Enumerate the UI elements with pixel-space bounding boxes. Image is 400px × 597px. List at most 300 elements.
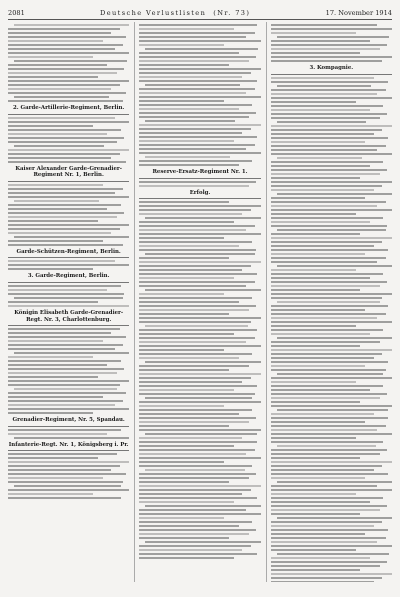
text-line — [139, 405, 224, 407]
text-line — [8, 465, 120, 467]
text-line — [8, 392, 126, 394]
text-line — [8, 204, 121, 206]
text-line — [8, 216, 117, 218]
text-line — [271, 169, 387, 171]
text-line — [8, 88, 111, 90]
text-line — [8, 469, 111, 471]
title-text: Deutsche Verlustlisten — [100, 9, 207, 17]
text-line — [139, 225, 254, 227]
text-line — [8, 184, 103, 186]
issue-number: (Nr. 73) — [213, 9, 251, 17]
text-line — [139, 393, 254, 395]
text-line — [271, 461, 392, 463]
text-line — [271, 557, 370, 559]
text-line — [271, 561, 387, 563]
text-line — [145, 84, 240, 86]
text-line — [139, 201, 229, 203]
text-line — [139, 221, 234, 223]
text-line — [271, 289, 361, 291]
text-line — [271, 545, 392, 547]
text-line — [139, 557, 234, 559]
text-line — [8, 196, 129, 198]
text-line — [271, 485, 378, 487]
text-line — [271, 317, 378, 319]
text-line — [8, 157, 111, 159]
text-line — [145, 433, 257, 435]
text-line — [139, 489, 251, 491]
text-line — [271, 225, 387, 227]
section-rule — [8, 257, 129, 258]
text-line — [277, 409, 389, 411]
text-line — [8, 473, 126, 475]
section-rule — [8, 426, 129, 427]
text-line — [277, 85, 372, 87]
text-line — [271, 253, 366, 255]
text-line — [8, 161, 126, 163]
text-line — [139, 36, 246, 38]
text-line — [277, 157, 362, 159]
section-heading: Reserve-Ersatz-Regiment Nr. 1. — [152, 169, 248, 175]
text-line — [8, 489, 129, 491]
text-line — [139, 309, 248, 311]
text-line — [8, 133, 107, 135]
text-line — [139, 329, 257, 331]
text-line — [8, 429, 121, 431]
text-line — [8, 289, 107, 291]
text-line — [271, 357, 374, 359]
text-line — [277, 481, 392, 483]
text-line — [8, 44, 123, 46]
text-line — [8, 433, 107, 435]
text-line — [271, 189, 374, 191]
text-line — [271, 433, 392, 435]
text-line — [139, 72, 251, 74]
text-line — [14, 200, 99, 202]
text-line — [139, 425, 229, 427]
section-rule — [271, 74, 392, 75]
text-line — [8, 285, 121, 287]
text-line — [271, 405, 392, 407]
text-line — [8, 224, 129, 226]
text-line — [277, 553, 390, 555]
text-line — [8, 376, 98, 378]
text-line — [271, 473, 389, 475]
text-line — [139, 317, 260, 319]
text-line — [139, 56, 255, 58]
text-line — [139, 533, 248, 535]
text-line — [139, 209, 251, 211]
text-line — [8, 264, 129, 266]
text-line — [8, 301, 98, 303]
text-line — [271, 105, 384, 107]
text-line — [271, 32, 356, 34]
text-line — [277, 373, 384, 375]
text-line — [139, 509, 246, 511]
text-line — [271, 221, 370, 223]
text-line — [139, 461, 224, 463]
text-line — [139, 473, 255, 475]
page-number: 2081 — [8, 9, 25, 17]
text-line — [271, 353, 383, 355]
text-line — [139, 40, 260, 42]
text-line — [271, 549, 356, 551]
text-line — [139, 68, 260, 70]
text-line — [271, 321, 392, 323]
text-line — [145, 253, 254, 255]
text-line — [277, 229, 386, 231]
text-line — [8, 208, 107, 210]
text-line — [8, 40, 103, 42]
text-line — [139, 60, 248, 62]
text-line — [139, 269, 242, 271]
text-line — [8, 380, 129, 382]
text-line — [139, 441, 257, 443]
text-line — [8, 36, 126, 38]
text-line — [8, 125, 93, 127]
text-line — [271, 489, 392, 491]
text-line — [139, 185, 248, 187]
text-line — [139, 421, 248, 423]
text-line — [271, 257, 386, 259]
text-line — [139, 385, 257, 387]
text-line — [139, 481, 229, 483]
text-line — [8, 477, 103, 479]
text-line — [139, 341, 246, 343]
text-line — [139, 241, 252, 243]
text-line — [271, 237, 392, 239]
text-line — [271, 97, 392, 99]
section-heading: Erfolg. — [189, 189, 211, 196]
text-line — [139, 245, 238, 247]
text-line — [8, 117, 115, 119]
text-line — [271, 509, 380, 511]
text-line — [271, 521, 383, 523]
text-line — [271, 213, 356, 215]
text-line — [139, 553, 257, 555]
text-line — [271, 525, 374, 527]
text-line — [271, 185, 383, 187]
text-line — [8, 56, 93, 58]
section-heading: Infanterie-Regt. Nr. 1, Königsberg i. Pr. — [8, 441, 129, 448]
text-line — [8, 68, 124, 70]
text-line — [139, 301, 238, 303]
text-line — [8, 228, 120, 230]
column-3 — [266, 22, 392, 582]
text-line — [8, 92, 126, 94]
text-line — [139, 108, 238, 110]
text-line — [8, 52, 129, 54]
text-line — [271, 541, 378, 543]
text-line — [139, 64, 229, 66]
text-line — [8, 360, 121, 362]
text-line — [271, 89, 386, 91]
text-line — [271, 28, 392, 30]
text-line — [271, 565, 380, 567]
text-line — [139, 413, 238, 415]
text-columns — [8, 22, 392, 582]
text-line — [271, 397, 380, 399]
text-line — [8, 129, 121, 131]
text-line — [8, 268, 93, 270]
text-line — [8, 348, 115, 350]
text-line — [139, 233, 260, 235]
text-line — [271, 529, 389, 531]
text-line — [271, 385, 384, 387]
text-line — [139, 377, 251, 379]
text-line — [8, 72, 117, 74]
text-line — [271, 309, 366, 311]
text-line — [8, 76, 98, 78]
text-line — [139, 80, 257, 82]
text-line — [139, 525, 238, 527]
text-line — [8, 293, 124, 295]
text-line — [271, 441, 384, 443]
text-line — [139, 501, 234, 503]
text-line — [8, 84, 120, 86]
text-line — [271, 457, 361, 459]
publication-title — [100, 9, 250, 17]
text-line — [139, 333, 234, 335]
text-line — [271, 421, 366, 423]
text-line — [145, 325, 248, 327]
text-line — [271, 413, 374, 415]
text-line — [139, 144, 254, 146]
text-line — [14, 24, 129, 26]
text-line — [8, 121, 129, 123]
text-line — [271, 333, 370, 335]
text-line — [271, 449, 387, 451]
text-line — [8, 212, 124, 214]
text-line — [271, 277, 370, 279]
text-line — [271, 465, 383, 467]
text-line — [271, 181, 392, 183]
text-line — [139, 124, 260, 126]
text-line — [139, 305, 255, 307]
text-line — [139, 297, 252, 299]
text-line — [8, 100, 123, 102]
text-line — [139, 401, 260, 403]
text-line — [277, 445, 376, 447]
text-line — [139, 537, 229, 539]
text-line — [8, 64, 107, 66]
text-line — [139, 277, 234, 279]
text-line — [8, 328, 120, 330]
text-line — [271, 341, 380, 343]
text-line — [139, 24, 257, 26]
text-line — [271, 393, 387, 395]
text-line — [8, 493, 93, 495]
text-line — [139, 429, 260, 431]
section-heading: Kaiser Alexander Garde-Grenadier-Regiment Nr. 1, Berlin. — [15, 165, 122, 179]
text-line — [8, 412, 93, 414]
text-line — [271, 217, 384, 219]
text-line — [271, 101, 356, 103]
section-rule — [8, 282, 129, 283]
column-2 — [134, 22, 260, 582]
text-line — [139, 249, 255, 251]
text-line — [139, 409, 252, 411]
text-line — [8, 453, 117, 455]
text-line — [271, 501, 370, 503]
text-line — [271, 205, 378, 207]
section-rule — [139, 198, 260, 199]
text-line — [139, 28, 234, 30]
text-line — [271, 261, 378, 263]
text-line — [277, 301, 380, 303]
section-rule — [8, 325, 129, 326]
text-line — [139, 237, 224, 239]
text-line — [139, 273, 257, 275]
text-line — [14, 60, 127, 62]
text-line — [139, 389, 234, 391]
text-line — [139, 92, 246, 94]
text-line — [139, 52, 238, 54]
text-line — [271, 24, 378, 26]
text-line — [145, 156, 230, 158]
text-line — [271, 389, 370, 391]
text-line — [14, 388, 117, 390]
text-line — [271, 44, 387, 46]
text-line — [271, 401, 361, 403]
text-line — [139, 545, 251, 547]
text-line — [271, 417, 389, 419]
text-line — [139, 513, 260, 515]
text-line — [277, 337, 392, 339]
text-line — [8, 332, 111, 334]
text-line — [139, 517, 224, 519]
text-line — [139, 345, 260, 347]
text-line — [8, 404, 115, 406]
page-header — [8, 9, 392, 20]
text-line — [271, 241, 383, 243]
text-line — [139, 160, 252, 162]
text-line — [139, 485, 260, 487]
text-line — [8, 32, 111, 34]
text-line — [271, 161, 384, 163]
text-line — [139, 96, 260, 98]
text-line — [139, 437, 242, 439]
text-line — [271, 329, 384, 331]
text-line — [8, 153, 120, 155]
text-line — [271, 577, 383, 579]
text-line — [8, 149, 129, 151]
text-line — [139, 152, 260, 154]
section-heading: 3. Garde-Regiment, Berlin. — [27, 273, 110, 280]
section-rule — [8, 114, 129, 115]
text-line — [271, 453, 380, 455]
text-line — [139, 164, 238, 166]
text-line — [271, 93, 378, 95]
text-line — [139, 128, 251, 130]
text-line — [271, 345, 361, 347]
text-line — [139, 529, 255, 531]
text-line — [8, 368, 124, 370]
text-line — [271, 325, 356, 327]
text-line — [139, 112, 255, 114]
text-line — [8, 232, 111, 234]
text-line — [139, 132, 242, 134]
text-line — [139, 257, 229, 259]
text-line — [271, 377, 392, 379]
text-line — [271, 233, 361, 235]
text-line — [139, 100, 224, 102]
section-heading: Garde-Schützen-Regiment, Berlin. — [16, 248, 121, 255]
text-line — [14, 96, 109, 98]
text-line — [8, 408, 129, 410]
text-line — [145, 120, 235, 122]
text-line — [8, 244, 123, 246]
text-line — [8, 80, 129, 82]
text-line — [8, 188, 123, 190]
text-line — [271, 269, 356, 271]
text-line — [271, 48, 380, 50]
text-line — [8, 356, 93, 358]
text-line — [271, 361, 389, 363]
text-line — [139, 497, 257, 499]
text-line — [271, 581, 374, 582]
section-rule — [139, 178, 260, 179]
text-line — [139, 44, 224, 46]
text-line — [271, 513, 361, 515]
text-line — [8, 305, 129, 307]
text-line — [8, 137, 124, 139]
text-line — [271, 285, 380, 287]
text-line — [8, 344, 123, 346]
text-line — [271, 493, 356, 495]
text-line — [271, 129, 383, 131]
text-line — [139, 465, 252, 467]
text-line — [271, 145, 386, 147]
text-line — [8, 372, 117, 374]
text-line — [139, 265, 251, 267]
text-line — [8, 481, 123, 483]
text-line — [271, 117, 380, 119]
text-line — [8, 240, 103, 242]
text-line — [271, 81, 389, 83]
text-line — [277, 517, 392, 519]
text-line — [139, 365, 248, 367]
text-line — [271, 281, 387, 283]
text-line — [139, 549, 242, 551]
text-line — [145, 361, 260, 363]
text-line — [139, 445, 234, 447]
text-line — [271, 125, 392, 127]
text-line — [271, 573, 392, 575]
text-line — [139, 373, 260, 375]
text-line — [14, 485, 121, 487]
text-line — [139, 457, 260, 459]
section-heading: Grenadier-Regiment, Nr. 5, Spandau. — [12, 417, 125, 424]
text-line — [277, 193, 392, 195]
text-line — [14, 236, 129, 238]
text-line — [139, 337, 254, 339]
text-line — [277, 36, 390, 38]
text-line — [145, 469, 244, 471]
text-line — [271, 249, 389, 251]
text-line — [271, 141, 366, 143]
text-line — [271, 497, 384, 499]
text-line — [271, 293, 392, 295]
column-1 — [8, 22, 129, 582]
text-line — [271, 533, 366, 535]
issue-date: 17. November 1914 — [325, 9, 392, 17]
text-line — [139, 32, 254, 34]
text-line — [271, 425, 386, 427]
text-line — [139, 104, 252, 106]
text-line — [271, 429, 378, 431]
text-line — [8, 461, 129, 463]
text-line — [8, 48, 115, 50]
